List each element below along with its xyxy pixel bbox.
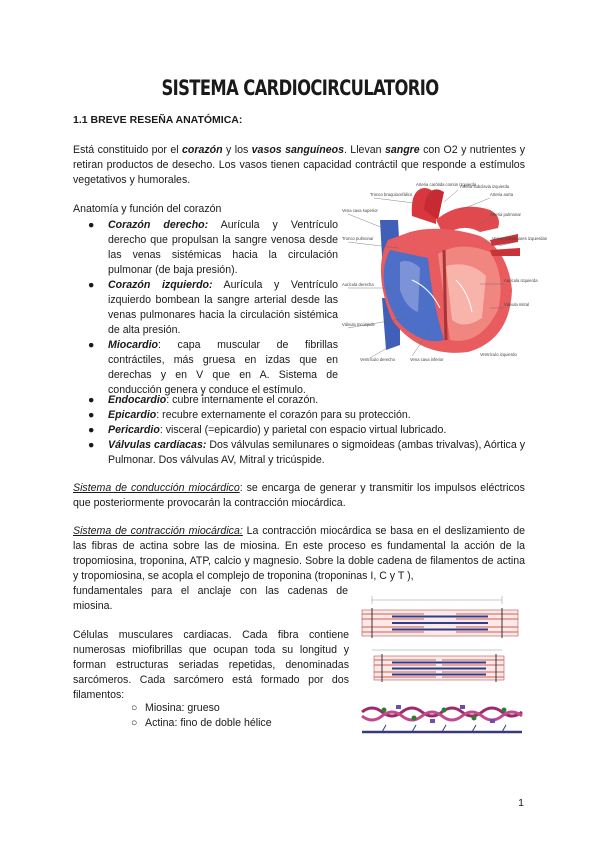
- heart-label: Válvula tricúspide: [342, 322, 375, 327]
- bullet-dot: ●: [88, 424, 95, 436]
- anatomy-label: Anatomía y función del corazón: [73, 203, 222, 215]
- circle-bullet-icon: ○: [131, 702, 138, 714]
- page-title: SISTEMA CARDIOCIRCULATORIO: [161, 76, 439, 100]
- bullet-dot: ●: [88, 219, 95, 231]
- bullet-dot: ●: [88, 279, 95, 291]
- heart-label: Aurícula derecha: [342, 282, 374, 287]
- heart-label: Aurícula izquierda: [504, 278, 538, 283]
- page-number: 1: [518, 797, 524, 809]
- heart-label: Tronco braquiocefálico: [370, 192, 413, 197]
- heart-label: Arteria aorta: [490, 192, 514, 197]
- cells-paragraph: Células musculares cardiacas. Cada fibra contiene numerosas miofibrillas que ocupan toda su longitud y forman estructuras seriadas repetidas, denominadas sarcómeros. Cada sarcómero está formado por dos filamentos:: [73, 629, 349, 701]
- heart-label: Ventrículo izquierdo: [480, 352, 517, 357]
- bullet-dot: ●: [88, 394, 95, 406]
- document-page: SISTEMA CARDIOCIRCULATORIO 1.1 BREVE RESEÑA ANATÓMICA: Está constituido por el corazón y los vasos sanguíneos. Llevan sangre con O2 y nutrientes y retiran productos de desecho. Los vasos tienen capacidad contráctil que responde a estímulos vegetativos y humorales. Anatomía y función del corazón ● Corazón derecho: Aurícula y Ventrículo derecho que propulsan la sangre venosa desde las venas sistémicas hacia la circulación pulmonar (de baja presión). ● Corazón izquierdo: Aurícula y Ventrículo izquierdo bombean la sangre arterial desde las venas pulmonares hacia la circulación sistémica de alta presión. ● Miocardio: capa muscular de fibrillas contráctiles, más gruesa en izdas que en derechas y en V que en A. Sistema de conducción genera y conduce el estímulo. ● Endocardio: cubre internamente el corazón. ● Epicardio: recubre externamente el corazón para su protección. ● Pericardio: visceral (=epicardio) y parietal con espacio virtual lubricado. ● Válvulas cardíacas: Dos válvulas semilunares o sigmoideas (ambas trivalvas), Aórtica y Pulmonar. Dos válvulas AV, Mitral y tricúspide. Tronco braquiocefálico Arteria carótida común izquierda Arteria subclavia izquierda Arteria aorta Arteria pulmonar Venas pulmonares izquierdas Aurícula izquierda Válvula mitral Ventrículo izquierdo Vena cava superior Tronco pulmonar Aurícula derecha Válvula tricúspide Ventrículo derecho Vena cava inferior Sistema de conducción miocárdico: se encarga de generar y transmitir los impulsos eléctricos que posteriormente provocarán la contracción miocárdica. Sistema de contracción miocárdica: La contracción miocárdica se basa en el deslizamiento de las fibras de actina sobre las de miosina. En este proceso es fundamental la acción de la tropomiosina, troponina, ATP, calcio y magnesio. Sobre la doble cadena de filamentos de actina y tropomiosina, se acopla el complejo de troponina (troponinas I, C y T ), fundamentales para el anclaje con las cadenas de miosina. Células musculares cardiacas. Cada fibra contiene numerosas miofibrillas que ocupan toda su longitud y forman estructuras seriadas repetidas, denominadas sarcómeros. Cada sarcómero está formado por dos filamentos: ○ Miosina: grueso ○ Actina: fino de doble hélice 1: [0, 0, 600, 848]
- heart-label: Venas pulmonares izquierdas: [492, 236, 547, 241]
- heart-label: Arteria subclavia izquierda: [460, 184, 510, 189]
- sarcomere-diagram: [352, 592, 527, 740]
- bullet-dot: ●: [88, 439, 95, 451]
- circle-bullet-icon: ○: [131, 717, 138, 729]
- section-heading: 1.1 BREVE RESEÑA ANATÓMICA:: [73, 114, 243, 126]
- conduction-paragraph: Sistema de conducción miocárdico: se encarga de generar y transmitir los impulsos eléctricos que posteriormente provocarán la contracción miocárdica.: [73, 482, 525, 509]
- heart-label: Vena cava inferior: [410, 357, 444, 362]
- bullet-dot: ●: [88, 409, 95, 421]
- heart-label: Vena cava superior: [342, 208, 378, 213]
- heart-label: Válvula mitral: [504, 302, 530, 307]
- contraction-paragraph: Sistema de contracción miocárdica: La contracción miocárdica se basa en el deslizamiento de las fibras de actina sobre las de miosina. En este proceso es fundamental la acción de la tropomiosina, troponina, ATP, calcio y magnesio. Sobre la doble cadena de filamentos de actina y tropomiosina, se acopla el complejo de troponina (troponinas I, C y T ),: [73, 525, 525, 582]
- intro-paragraph: Está constituido por el corazón y los vasos sanguíneos. Llevan sangre con O2 y nutrientes y retiran productos de desecho. Los vasos tienen capacidad contráctil que responde a estímulos vegetativos y humorales.: [73, 144, 525, 186]
- heart-label: Arteria pulmonar: [490, 212, 521, 217]
- contraction-paragraph-end: fundamentales para el anclaje con las cadenas de miosina.: [73, 585, 348, 612]
- heart-diagram: [340, 180, 547, 362]
- heart-label: Ventrículo derecho: [360, 357, 395, 362]
- heart-label: Arteria carótida común izquierda: [416, 182, 477, 187]
- heart-label: Tronco pulmonar: [342, 236, 374, 241]
- bullet-dot: ●: [88, 339, 95, 351]
